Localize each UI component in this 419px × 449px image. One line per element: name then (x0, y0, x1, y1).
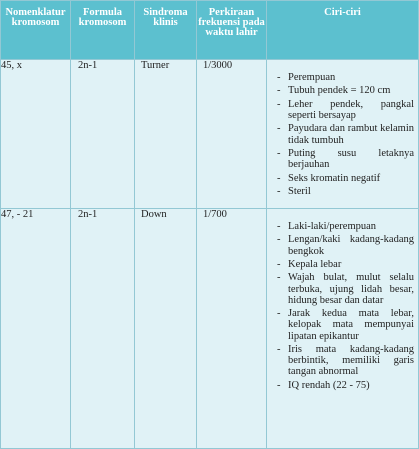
cell-ciri (267, 60, 419, 209)
cell-formula: 2n-1 (71, 60, 135, 209)
list-item: - Jarak kedua mata lebar, kelopak mata mempunyai lipatan epikantur (277, 308, 414, 342)
list-item: - Steril (277, 186, 414, 197)
table-header-row (1, 1, 419, 60)
header-nomenklatur: Nomenklatur kromosom (1, 1, 71, 60)
cell-frekuensi: 1/700 (197, 209, 267, 449)
list-item: - Iris mata kadang-kadang berbintik, memiliki garis tangan abnormal (277, 344, 414, 378)
list-item: - IQ rendah (22 - 75) (277, 380, 414, 391)
list-item: - Kepala lebar (277, 259, 414, 270)
list-item: - Payudara dan rambut kelamin tidak tumbuh (277, 123, 414, 145)
cell-sindroma: Down (135, 209, 197, 449)
cell-frekuensi: 1/3000 (197, 60, 267, 209)
header-formula: Formula kromosom (71, 1, 135, 60)
header-sindroma: Sindroma klinis (135, 1, 197, 60)
header-frekuensi: Perkiraan frekuensi pada waktu lahir (197, 1, 267, 60)
list-item: - Lengan/kaki kadang-kadang bengkok (277, 234, 414, 256)
cell-formula: 2n-1 (71, 209, 135, 449)
header-ciri: Ciri-ciri (267, 1, 419, 60)
list-item: - Leher pendek, pangkal seperti bersayap (277, 99, 414, 121)
list-item: - Seks kromatin negatif (277, 173, 414, 184)
list-item: - Tubuh pendek = 120 cm (277, 85, 414, 96)
list-item: - Laki-laki/perempuan (277, 221, 414, 232)
cell-sindroma: Turner (135, 60, 197, 209)
cell-nomenklatur: 45, x (1, 60, 71, 209)
cell-nomenklatur: 47, - 21 (1, 209, 71, 449)
trait-list (267, 60, 418, 197)
list-item: - Wajah bulat, mulut selalu terbuka, ujung lidah besar, hidung besar dan datar (277, 272, 414, 306)
list-item: - Perempuan (277, 72, 414, 83)
trait-list (267, 209, 418, 391)
list-item: - Puting susu letaknya berjauhan (277, 148, 414, 170)
table-row (1, 60, 419, 209)
table-row (1, 209, 419, 449)
cell-ciri (267, 209, 419, 449)
